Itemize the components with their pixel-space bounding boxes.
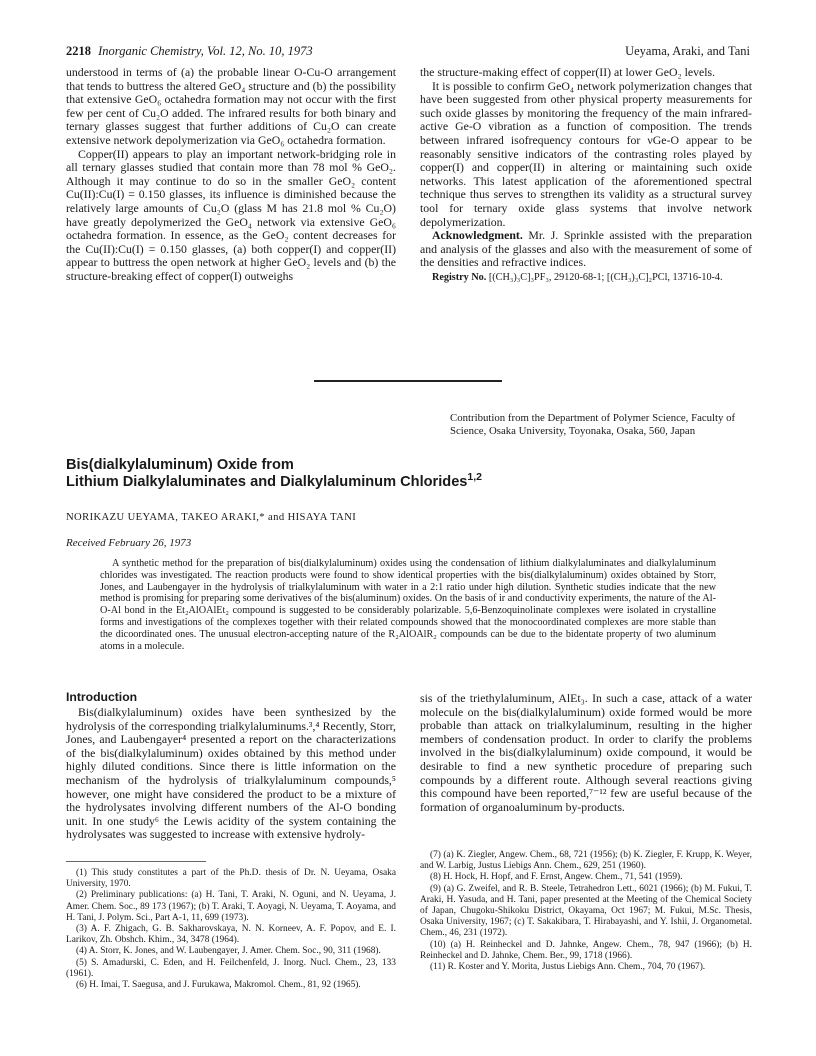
running-header-authors: Ueyama, Araki, and Tani	[625, 44, 750, 58]
introduction-left-column: Bis(dialkylaluminum) oxides have been synthesized by the hydrolysis of the corresponding trialkylaluminums.³,⁴ Recently, Storr, Jones, and Laubengayer⁴ presented a report on the characterizations of the bis(dialkylaluminum) oxides obtained by this method under highly diluted conditions. Since there is little information on the mechanism of the hydrolysis of trialkylaluminum compounds,⁵ however, one might have considered the product to be a mixture of the hydrolysates involving different numbers of the Al-O bonding unit. In one study⁶ the Lewis acidity of the system containing the hydrolysates was suggested to increase with extensive hydroly-	[66, 705, 396, 842]
footnote: (7) (a) K. Ziegler, Angew. Chem., 68, 721 (1956); (b) K. Ziegler, F. Krupp, K. Weyer, and W. Larbig, Justus Liebigs Ann. Chem., 629, 251 (1960).	[420, 850, 752, 872]
contribution-affiliation: Contribution from the Department of Polymer Science, Faculty of Science, Osaka University, Toyonaka, Osaka, 560, Japan	[450, 412, 736, 437]
abstract: A synthetic method for the preparation of bis(dialkylaluminum) oxides using the condensation of lithium dialkylaluminates and dialkylaluminum chlorides was investigated. The reaction products were found to show identical properties with the bis(dialkylaluminum) oxides obtained by Storr, Jones, and Laubengayer in the hydrolysis of trialkylaluminum with water in a 2:1 ratio under high dilution. Synthetic studies indicate that the new method is promising for preparing some derivatives of the bis(aluminum) oxides. On the basis of ir and conductivity experiments, the nature of the Al-O-Al bond in the Et₂AlOAlEt₂ compound is suggested to be considerably polarizable. 5,6-Benzoquinolinate complexes were isolated in crystalline forms and investigations of the complexes together with their related compounds showed that the monocoordinated complexes are more stable than the dicoordinated ones. The unusual electron-accepting nature of the R₂AlOAlR₂ compounds can be due to the bidentate property of two aluminum atoms in a molecule.	[100, 558, 716, 652]
footnote: (1) This study constitutes a part of the Ph.D. thesis of Dr. N. Ueyama, Osaka University, 1970.	[66, 868, 396, 890]
footnote-rule-left	[66, 861, 206, 862]
title-line-1: Bis(dialkylaluminum) Oxide from	[66, 457, 294, 473]
registry-text: [(CH₃)₃C]₃PF₃, 29120-68-1; [(CH₃)₃C]₂PCl, 13716-10-4.	[488, 271, 723, 283]
page-number: 2218	[66, 44, 91, 58]
prev-article-left-column	[66, 66, 396, 284]
footnotes-right	[420, 850, 752, 973]
journal-citation: Inorganic Chemistry, Vol. 12, No. 10, 1973	[98, 44, 313, 58]
article-authors: NORIKAZU UEYAMA, TAKEO ARAKI,* and HISAYA TANI	[66, 512, 357, 523]
title-line-2: Lithium Dialkylaluminates and Dialkylaluminum Chlorides	[66, 474, 468, 490]
paragraph: Copper(II) appears to play an important network-bridging role in all ternary glasses studied that contain more than 78 mol % GeO₂. Although it may continue to do so in the smaller GeO₂ content Cu(II):Cu(I) = 0.150 glasses, its influence is diminished because the relatively large amounts of Cu₂O (glass M has 21.8 mol % Cu₂O) have greatly depolymerized the GeO₄ network via extensive GeO₆ octahedra formation. In essence, as the GeO₂ content decreases for the Cu(II):Cu(I) = 0.150 glasses, (a) both copper(I) and copper(II) appear to buttress the open network at higher GeO₂ levels and (b) the structure-breaking effect of copper(I) outweighs	[66, 146, 396, 283]
footnote: (11) R. Koster and Y. Morita, Justus Liebigs Ann. Chem., 704, 70 (1967).	[430, 962, 706, 973]
received-date: Received February 26, 1973	[66, 537, 192, 549]
footnote: (10) (a) H. Reinheckel and D. Jahnke, Angew. Chem., 78, 947 (1966); (b) H. Reinheckel and D. Jahnke, Chem. Ber., 99, 1718 (1966).	[420, 939, 752, 961]
footnote: (8) H. Hock, H. Hopf, and F. Ernst, Angew. Chem., 71, 541 (1959).	[430, 872, 683, 883]
registry-numbers	[420, 272, 752, 284]
footnotes-left	[66, 868, 396, 991]
acknowledgment-label: Acknowledgment.	[432, 228, 523, 243]
footnote: (5) S. Amadurski, C. Eden, and H. Feilchenfeld, J. Inorg. Nucl. Chem., 23, 133 (1961).	[66, 957, 396, 979]
footnote: (3) A. F. Zhigach, G. B. Sakharovskaya, N. N. Korneev, A. F. Popov, and E. I. Larikov, Zh. Obshch. Khim., 34, 3478 (1964).	[66, 924, 396, 946]
acknowledgment	[420, 229, 752, 270]
paragraph: understood in terms of (a) the probable linear O-Cu-O arrangement that tends to buttress the altered GeO₄ structure and (b) the possibility that extensive GeO₆ octahedra formation may not occur with the first few per cent of Cu₂O added. The infrared results for both binary and ternary glasses suggest that further additions of Cu₂O can create extensive network depolymerization via GeO₆ octahedra formation.	[66, 65, 396, 147]
introduction-right-column: sis of the triethylaluminum, AlEt₃. In such a case, attack of a water molecule on the bis(dialkylaluminum) oxide formed would be more probable than attack on trialkylaluminum, resulting in the higher members of condensation product. In order to clarify the problems involved in the bis(dialkylaluminum) oxide compound, it would be desirable to find a new synthetic procedure of preparing such compounds by a different route. Although several reactions giving this compound have been reported,⁷⁻¹² few are useful because of the formation of organoaluminum by-products.	[420, 691, 752, 814]
paragraph: the structure-making effect of copper(II) at lower GeO₂ levels.	[420, 65, 716, 79]
footnote: (2) Preliminary publications: (a) H. Tani, T. Araki, N. Oguni, and N. Ueyama, J. Amer. Chem. Soc., 89 173 (1967); (b) T. Araki, T. Aoyagi, N. Ueyama, T. Aoyama, and H. Tani, J. Polym. Sci., Part A-1, 11, 699 (1973).	[66, 890, 396, 923]
running-header-left	[66, 44, 313, 59]
paragraph: It is possible to confirm GeO₄ network polymerization changes that have been suggested from other physical property measurements for such oxide glasses by monitoring the frequency of the main infrared-active Ge-O vibration as a function of composition. The trends between infrared isofrequency contours for νGe-O appear to be reasonably sensitive indicators of the contrasting roles played by copper(I) and copper(II) in altering or maintaining such oxide networks. This latest application of the aforementioned spectral technique thus serves to strengthen its validity as a structural survey tool for ternary oxide glass systems that involve network depolymerization.	[420, 78, 752, 229]
footnote: (4) A. Storr, K. Jones, and W. Laubengayer, J. Amer. Chem. Soc., 90, 311 (1968).	[76, 946, 381, 957]
registry-label: Registry No.	[432, 271, 487, 283]
section-heading-introduction: Introduction	[66, 690, 138, 704]
acknowledgment-text: Mr. J. Sprinkle assisted with the preparation and analysis of the glasses and also with the measurement of some of the densities and refractive indices.	[420, 228, 752, 270]
article-separator-rule	[314, 380, 502, 382]
footnote: (6) H. Imai, T. Saegusa, and J. Furukawa, Makromol. Chem., 81, 92 (1965).	[76, 980, 361, 991]
prev-article-right-column	[420, 66, 752, 284]
title-footnote-refs: 1,2	[467, 471, 483, 484]
footnote: (9) (a) G. Zweifel, and R. B. Steele, Tetrahedron Lett., 6021 (1966); (b) M. Fukui, T. Araki, H. Yasuda, and H. Tani, paper presented at the Meeting of the Chemical Society of Japan, Chugoku-Shikoku District, Okayama, Oct 1967; M. Fukui, M.Sc. Thesis, Osaka University, 1967; (c) T. Sakakibara, T. Hirabayashi, and Y. Ishii, J. Organometal. Chem., 46, 231 (1972).	[420, 883, 752, 939]
article-title	[66, 457, 666, 491]
